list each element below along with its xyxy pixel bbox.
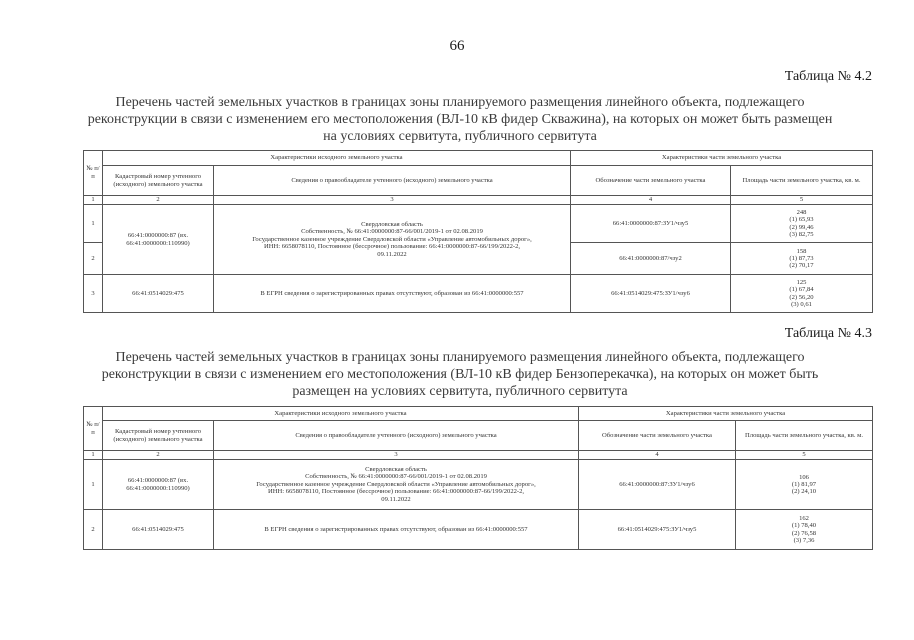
header-cadastral: Кадастровый номер учтенного (исходного) земельного участка (103, 421, 214, 451)
area-line: (2) 99,46 (789, 223, 814, 231)
index-cell: 5 (731, 196, 873, 205)
index-cell: 3 (214, 196, 571, 205)
index-row (84, 196, 873, 205)
table-title: Перечень частей земельных участков в границах зоны планируемого размещения линейного объекта, подлежащего реконструкции в связи с изменением его местоположения (ВЛ-10 кВ фидер Скважина), на которых он может быть размещен на условиях сервитута, публичного сервитута (87, 95, 833, 144)
header-cadastral: Кадастровый номер учтенного (исходного) земельного участка (103, 166, 214, 196)
area-cell (731, 243, 873, 275)
header-owner: Сведения о правообладателе учтенного (исходного) земельного участка (214, 166, 571, 196)
page-number: 66 (449, 38, 465, 54)
area-cell (731, 205, 873, 243)
table-label: Таблица № 4.3 (784, 326, 872, 341)
index-cell: 5 (736, 451, 873, 460)
owner-cell (214, 510, 579, 550)
table-row (84, 275, 873, 313)
index-cell: 4 (571, 196, 731, 205)
area-line: 162 (799, 515, 809, 523)
designation-cell: 66:41:0000000:87/чзу2 (571, 243, 731, 275)
area-line: 158 (796, 247, 807, 255)
designation-cell: 66:41:0514029:475:ЗУ1/чзу5 (579, 510, 736, 550)
cadastral-cell: 66:41:0514029:475 (103, 275, 214, 313)
area-line: (2) 70,17 (789, 262, 814, 270)
area-line: (2) 24,10 (791, 488, 817, 496)
header-row (84, 407, 873, 421)
designation-cell: 66:41:0514029:475:ЗУ1/чзу6 (571, 275, 731, 313)
area-line: 248 (796, 209, 807, 217)
owner-line: В ЕГРН сведения о зарегистрированных правах отсутствуют, образован из 66:41:0000000:557 (264, 525, 528, 533)
owner-cell (214, 275, 571, 313)
table-label: Таблица № 4.2 (784, 69, 872, 84)
header-area: Площадь части земельного участка, кв. м. (736, 421, 873, 451)
area-line: (3) 0,61 (791, 300, 812, 308)
area-line: (2) 56,20 (789, 293, 814, 301)
index-cell: 2 (103, 196, 214, 205)
owner-cell (214, 205, 571, 275)
area-line: (1) 87,73 (789, 254, 814, 262)
designation-cell: 66:41:0000000:87:ЗУ1/чзу6 (579, 460, 736, 510)
row-num: 1 (84, 205, 103, 243)
area-cell (736, 460, 873, 510)
table-title: Перечень частей земельных участков в границах зоны планируемого размещения линейного объекта, подлежащего реконструкции в связи с изменением его местоположения (ВЛ-10 кВ фидер Бензоперекачка), на которых он может быть размещен на условиях сервитута, публичного сервитута (101, 350, 819, 399)
land-table (83, 406, 873, 550)
index-cell: 3 (214, 451, 579, 460)
cadastral-cell: 66:41:0000000:87 (вх. 66:41:0000000:110990) (103, 205, 214, 275)
area-line: (1) 81,97 (791, 480, 817, 488)
area-line: 125 (796, 279, 807, 287)
owner-line: Государственное казенное учреждение Свердловской области «Управление автомобильных дорог», (256, 480, 536, 488)
owner-line: Свердловская область (365, 465, 427, 473)
index-cell: 1 (84, 196, 103, 205)
designation-cell: 66:41:0000000:87:ЗУ1/чзу5 (571, 205, 731, 243)
table-row (84, 510, 873, 550)
owner-line: ИНН: 6658078110, Постоянное (бессрочное) пользование: 66:41:0000000:87-66/199/2022-2, (263, 243, 521, 251)
header-row (84, 151, 873, 166)
area-line: (3) 82,75 (789, 230, 814, 238)
area-cell (736, 510, 873, 550)
header-owner: Сведения о правообладателе учтенного (исходного) земельного участка (214, 421, 579, 451)
header-group-source: Характеристики исходного земельного участка (103, 151, 571, 166)
owner-line: Государственное казенное учреждение Свердловской области «Управление автомобильных дорог», (252, 235, 532, 243)
owner-line: 09.11.2022 (381, 495, 411, 503)
land-table (83, 150, 873, 313)
owner-line: ИНН: 6658078110, Постоянное (бессрочное) пользование: 66:41:0000000:87-66/199/2022-2, (267, 488, 525, 496)
cadastral-cell: 66:41:0000000:87 (вх. 66:41:0000000:110990) (103, 460, 214, 510)
header-designation: Обозначение части земельного участка (571, 166, 731, 196)
owner-line: Собственность, № 66:41:0000000:87-66/001/2019-1 от 02.08.2019 (305, 473, 487, 481)
table-row (84, 460, 873, 510)
area-line: 106 (799, 473, 809, 481)
header-row (84, 166, 873, 196)
header-num: № п/п (84, 407, 103, 451)
row-num: 2 (84, 510, 103, 550)
area-line: (3) 7,36 (793, 536, 815, 544)
area-line: (1) 67,84 (789, 286, 814, 294)
area-cell (731, 275, 873, 313)
row-num: 2 (84, 243, 103, 275)
owner-line: В ЕГРН сведения о зарегистрированных правах отсутствуют, образован из 66:41:0000000:557 (260, 289, 524, 297)
header-row (84, 421, 873, 451)
area-line: (1) 78,40 (791, 522, 817, 530)
row-num: 1 (84, 460, 103, 510)
owner-line: Свердловская область (361, 220, 423, 228)
header-designation: Обозначение части земельного участка (579, 421, 736, 451)
row-num: 3 (84, 275, 103, 313)
index-row (84, 451, 873, 460)
header-num: № п/п (84, 151, 103, 196)
area-line: (1) 65,93 (789, 216, 814, 224)
owner-cell (214, 460, 579, 510)
owner-line: Собственность, № 66:41:0000000:87-66/001/2019-1 от 02.08.2019 (301, 228, 483, 236)
header-group-source: Характеристики исходного земельного участка (103, 407, 579, 421)
area-line: (2) 76,58 (791, 529, 817, 537)
index-cell: 2 (103, 451, 214, 460)
header-area: Площадь части земельного участка, кв. м. (731, 166, 873, 196)
cadastral-cell: 66:41:0514029:475 (103, 510, 214, 550)
header-group-part: Характеристики части земельного участка (579, 407, 873, 421)
index-cell: 4 (579, 451, 736, 460)
table-row (84, 205, 873, 243)
index-cell: 1 (84, 451, 103, 460)
header-group-part: Характеристики части земельного участка (571, 151, 873, 166)
owner-line: 09.11.2022 (377, 250, 407, 258)
